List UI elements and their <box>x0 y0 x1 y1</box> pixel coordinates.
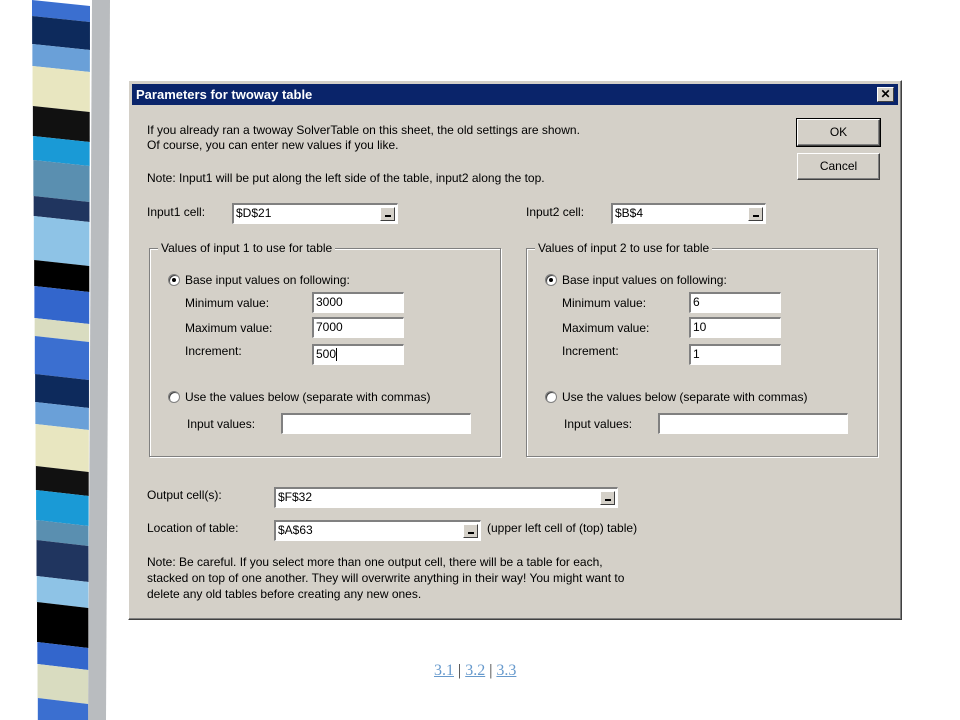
location-value: $A$63 <box>278 523 313 537</box>
parameters-dialog <box>128 80 902 620</box>
ribbon-stripe <box>33 106 90 142</box>
output-cells-value: $F$32 <box>278 490 313 504</box>
input2-use-below-radio[interactable] <box>545 391 557 403</box>
ribbon-stripe <box>37 540 89 582</box>
input2-ref-button[interactable] <box>748 207 763 221</box>
input1-values-label: Input values: <box>187 417 256 431</box>
ribbon-stripe <box>33 66 90 112</box>
decorative-ribbon <box>0 0 110 720</box>
location-label: Location of table: <box>147 521 239 535</box>
input2-use-below-label: Use the values below (separate with commas) <box>562 390 808 404</box>
input2-cell-field[interactable] <box>611 203 766 224</box>
note-line-2: stacked on top of one another. They will overwrite anything in their way! You might want to <box>147 571 625 585</box>
input1-base-radio[interactable] <box>168 274 180 286</box>
input2-min-field[interactable]: 6 <box>689 292 781 313</box>
ribbon-stripe <box>37 602 88 648</box>
location-ref-button[interactable] <box>463 524 478 538</box>
input2-values-field[interactable] <box>658 413 848 434</box>
note-line-3: delete any old tables before creating any new ones. <box>147 587 422 601</box>
output-cells-label: Output cell(s): <box>147 488 222 502</box>
cancel-button[interactable]: Cancel <box>797 153 880 180</box>
text-cursor <box>336 348 337 361</box>
slide-nav <box>434 662 516 680</box>
input2-base-radio[interactable] <box>545 274 557 286</box>
input2-cell-label: Input2 cell: <box>526 205 585 219</box>
input2-max-field[interactable]: 10 <box>689 317 781 338</box>
dialog-titlebar <box>132 84 898 105</box>
nav-separator-1: | <box>458 662 462 679</box>
nav-link-3-2[interactable]: 3.2 <box>465 662 486 679</box>
nav-link-3-3[interactable]: 3.3 <box>496 662 517 679</box>
output-ref-button[interactable] <box>600 491 615 505</box>
ribbon-stripe <box>38 664 89 704</box>
input1-inc-value: 500 <box>316 347 337 361</box>
close-button[interactable] <box>877 87 894 102</box>
input1-base-label: Base input values on following: <box>185 273 350 287</box>
input1-inc-label: Increment: <box>185 344 242 358</box>
input1-inc-field[interactable] <box>312 344 404 365</box>
ribbon-stripe <box>36 424 89 472</box>
input2-inc-label: Increment: <box>562 344 619 358</box>
input2-inc-field[interactable]: 1 <box>689 344 781 365</box>
input1-cell-label: Input1 cell: <box>147 205 206 219</box>
input1-min-field[interactable]: 3000 <box>312 292 404 313</box>
close-icon: ✕ <box>880 87 891 101</box>
input1-ref-button[interactable] <box>380 207 395 221</box>
input1-max-label: Maximum value: <box>185 321 273 335</box>
input2-values-label: Input values: <box>564 417 633 431</box>
ribbon-stripe <box>35 336 89 380</box>
ok-button[interactable]: OK <box>797 119 880 146</box>
input1-use-below-radio[interactable] <box>168 391 180 403</box>
input1-cell-field[interactable] <box>232 203 398 224</box>
note-input-layout: Note: Input1 will be put along the left side of the table, input2 along the top. <box>147 171 545 185</box>
input2-group-legend: Values of input 2 to use for table <box>535 241 712 255</box>
input1-cell-value: $D$21 <box>236 206 272 220</box>
input2-cell-value: $B$4 <box>615 206 644 220</box>
location-field[interactable] <box>274 520 481 541</box>
input2-min-label: Minimum value: <box>562 296 647 310</box>
ribbon-stripe <box>33 160 89 202</box>
input1-group-legend: Values of input 1 to use for table <box>158 241 335 255</box>
input1-min-label: Minimum value: <box>185 296 270 310</box>
note-line-1: Note: Be careful. If you select more than one output cell, there will be a table for each, <box>147 555 603 569</box>
ribbon-stripe <box>36 490 89 526</box>
intro-line-1: If you already ran a twoway SolverTable on this sheet, the old settings are shown. <box>147 123 580 137</box>
ribbon-stripe <box>34 286 89 324</box>
nav-link-3-1[interactable]: 3.1 <box>434 662 454 679</box>
input2-base-label: Base input values on following: <box>562 273 727 287</box>
intro-line-2: Of course, you can enter new values if you like. <box>147 138 399 152</box>
input1-max-field[interactable]: 7000 <box>312 317 404 338</box>
ribbon-stripe <box>34 216 90 266</box>
output-cells-field[interactable] <box>274 487 618 508</box>
location-hint: (upper left cell of (top) table) <box>487 521 638 535</box>
nav-separator-2: | <box>489 662 493 679</box>
input2-max-label: Maximum value: <box>562 321 650 335</box>
input1-use-below-label: Use the values below (separate with commas) <box>185 390 431 404</box>
input1-values-field[interactable] <box>281 413 471 434</box>
dialog-title: Parameters for twoway table <box>136 87 313 102</box>
